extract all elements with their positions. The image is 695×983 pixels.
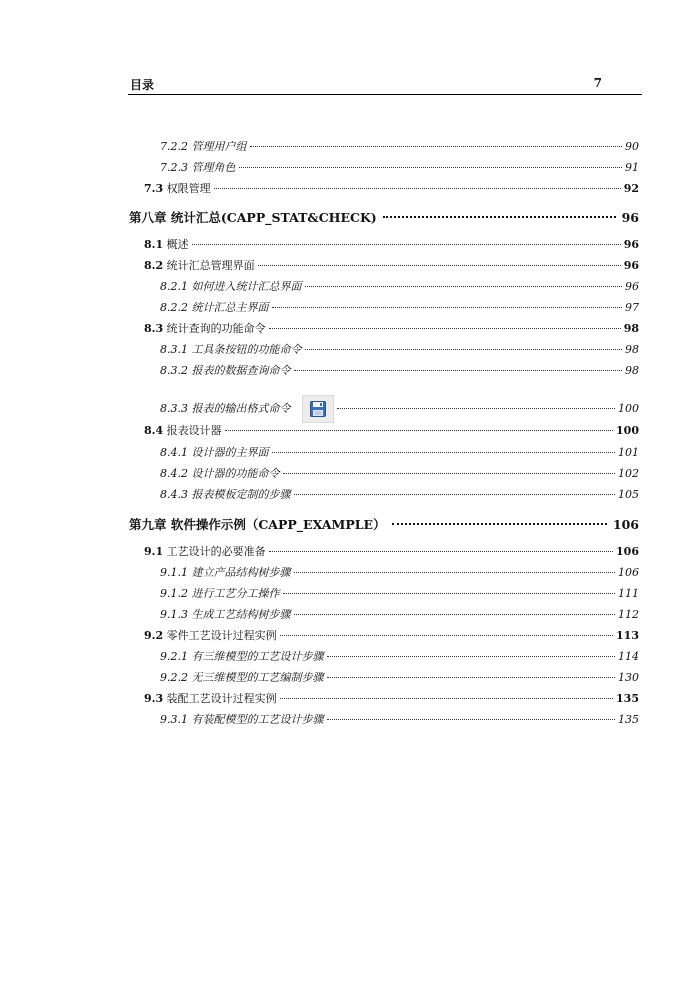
toc-number: 9.1.2 [160,587,188,600]
toc-number: 9.2 [144,629,164,642]
header-page-number: 7 [593,76,602,90]
toc-page-number: 100 [618,402,639,415]
toc-title: 装配工艺设计过程实例 [166,692,277,705]
toc-title: 设计器的功能命令 [191,467,280,480]
toc-entry-8-1[interactable] [144,236,639,252]
toc-title: 工具条按钮的功能命令 [191,343,302,356]
toc-entry-9-1-3[interactable] [160,606,639,622]
toc-number: 8.2.2 [160,301,188,314]
toc-title: 建立产品结构树步骤 [191,566,291,579]
toc-number: 9.3.1 [160,713,188,726]
toc-title: 有装配模型的工艺设计步骤 [191,713,324,726]
toc-page-number: 100 [616,424,639,437]
toc-number: 8.4.3 [160,488,188,501]
toc-entry-9-3[interactable] [144,690,639,706]
toc-number: 8.2 [144,259,164,272]
toc-page-number: 106 [618,566,639,579]
toc-leader-dots [280,697,613,699]
toc-number: 8.2.1 [160,280,188,293]
toc-page-number: 98 [625,364,639,377]
toc-number: 9.2.1 [160,650,188,663]
toc-title: 统计汇总主界面 [191,301,269,314]
toc-page-number: 96 [625,280,639,293]
toc-leader-dots [280,634,613,636]
toc-leader-dots [294,493,616,495]
toc-leader-dots [283,472,616,474]
toc-leader-dots [239,166,623,168]
toc-page-number: 114 [618,650,639,663]
toc-title: 概述 [166,238,189,251]
toc-leader-dots [294,613,616,615]
toc-leader-dots [305,348,623,350]
toc-entry-8-2-2[interactable] [160,299,639,315]
toc-leader-dots [192,243,621,245]
toc-title: 管理用户组 [191,140,247,153]
toc-leader-dots [392,522,607,525]
toc-number: 8.1 [144,238,164,251]
toc-leader-dots [269,327,621,329]
toc-page-number: 102 [618,467,639,480]
toc-leader-dots [283,592,616,594]
toc-number: 8.3.2 [160,364,188,377]
toc-leader-dots [327,676,616,678]
toc-leader-dots [214,187,621,189]
toc-leader-dots [258,264,621,266]
toc-page-number: 101 [618,446,639,459]
toc-chapter-8[interactable] [129,208,639,226]
toc-number: 8.4.1 [160,446,188,459]
header-section-title: 目录 [130,78,155,92]
toc-page-number: 96 [623,238,639,251]
toc-page-number: 91 [625,161,639,174]
toc-entry-9-1-2[interactable] [160,585,639,601]
toc-entry-8-4[interactable] [144,422,639,438]
toc-leader-dots [250,145,623,147]
toc-number: 7.2.3 [160,161,188,174]
toc-entry-9-1[interactable] [144,543,639,559]
toc-page-number: 106 [616,545,639,558]
toc-number: 9.1.1 [160,566,188,579]
toc-entry-8-3-1[interactable] [160,341,639,357]
toc-page-number: 98 [623,322,639,335]
toc-number: 9.3 [144,692,164,705]
toc-entry-8-2[interactable] [144,257,639,273]
toc-entry-7-3[interactable] [144,180,639,196]
toc-number: 8.4 [144,424,164,437]
toc-number: 8.3.3 [160,402,188,415]
toc-leader-dots [294,571,616,573]
toc-page-number: 96 [623,259,639,272]
toc-number: 8.4.2 [160,467,188,480]
toc-title: 零件工艺设计过程实例 [166,629,277,642]
toc-leader-dots [269,550,613,552]
toc-title: 报表的数据查询命令 [191,364,291,377]
toc-title: 统计汇总管理界面 [166,259,255,272]
toc-entry-9-3-1[interactable] [160,711,639,727]
toc-page-number: 92 [623,182,639,195]
toc-number: 8.3.1 [160,343,188,356]
running-header [128,76,642,95]
toc-chapter-title: 第八章 统计汇总(CAPP_STAT&CHECK) [129,210,377,225]
toc-page-number: 112 [618,608,639,621]
toc-page-number: 111 [618,587,639,600]
toc-leader-dots [337,407,615,409]
toc-chapter-title: 第九章 软件操作示例（CAPP_EXAMPLE） [129,517,386,532]
toc-leader-dots [272,451,616,453]
toc-title: 如何进入统计汇总界面 [191,280,302,293]
toc-title: 报表设计器 [166,424,222,437]
toc-page-number: 90 [625,140,639,153]
toc-entry-8-4-3[interactable] [160,486,639,502]
toc-leader-dots [225,429,613,431]
toc-number: 9.2.2 [160,671,188,684]
toc-entry-8-3-2[interactable] [160,362,639,378]
toc-chapter-9[interactable] [129,515,639,533]
toc-title: 进行工艺分工操作 [191,587,280,600]
toc-title: 报表的输出格式命令 [191,402,291,415]
toc-leader-dots [272,306,623,308]
toc-entry-9-2-1[interactable] [160,648,639,664]
toc-title: 工艺设计的必要准备 [166,545,266,558]
toc-title: 管理角色 [191,161,236,174]
toc-title: 权限管理 [166,182,211,195]
toc-entry-9-2-2[interactable] [160,669,639,685]
toc-entry-7-2-2[interactable] [160,138,639,154]
toc-title: 统计查询的功能命令 [166,322,266,335]
toc-entry-8-2-1[interactable] [160,278,639,294]
toc-number: 7.2.2 [160,140,188,153]
toc-leader-dots [305,285,623,287]
toc-page-number: 105 [618,488,639,501]
toc-page-number: 113 [616,629,639,642]
save-floppy-icon [302,395,334,423]
toc-title: 有三维模型的工艺设计步骤 [191,650,324,663]
toc-page-number: 97 [625,301,639,314]
toc-entry-7-2-3[interactable] [160,159,639,175]
toc-number: 7.3 [144,182,164,195]
toc-page-number: 130 [618,671,639,684]
toc-title: 设计器的主界面 [191,446,269,459]
toc-number: 9.1 [144,545,164,558]
toc-page-number: 106 [612,517,639,532]
toc-entry-8-3[interactable] [144,320,639,336]
toc-entry-8-4-2[interactable] [160,465,639,481]
toc-entry-8-3-3[interactable] [160,395,639,423]
toc-title: 报表模板定制的步骤 [191,488,291,501]
toc-entry-9-2[interactable] [144,627,639,643]
toc-page-number: 98 [625,343,639,356]
toc-entry-8-4-1[interactable] [160,444,639,460]
toc-leader-dots [294,369,623,371]
toc-number: 9.1.3 [160,608,188,621]
toc-title: 无三维模型的工艺编制步骤 [191,671,324,684]
toc-page-number: 135 [616,692,639,705]
toc-leader-dots [383,215,616,218]
toc-leader-dots [327,655,616,657]
toc-entry-9-1-1[interactable] [160,564,639,580]
toc-number: 8.3 [144,322,164,335]
toc-page-number: 135 [618,713,639,726]
toc-leader-dots [327,718,616,720]
toc-title: 生成工艺结构树步骤 [191,608,291,621]
toc-page-number: 96 [621,210,639,225]
